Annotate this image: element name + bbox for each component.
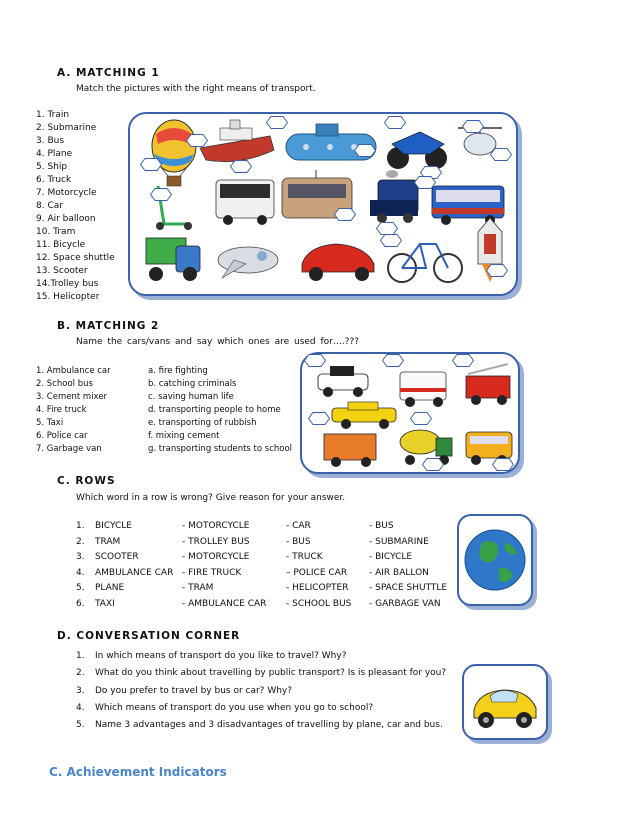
list-item: 13. Scooter [36,266,88,276]
list-item: 1. In which means of transport do you like to travel? Why? [76,651,347,661]
cartoon-car-icon [464,666,546,738]
list-item: 5. Name 3 advantages and 3 disadvantages of travelling by plane, car and bus. [76,720,443,731]
truck-icon [146,238,200,281]
achievement-indicators-heading: C. Achievement Indicators [49,765,227,779]
section-a-title: A. MATCHING 1 [57,67,160,79]
list-item: 2. Submarine [36,123,97,133]
list-item: 4. Fire truck [36,405,87,415]
hexagon-answer-box[interactable] [354,144,376,157]
motorcycle-icon [387,132,447,169]
air-balloon-icon [152,120,196,186]
list-item: 1. Train [36,110,70,120]
plane-icon [218,247,278,278]
car-icon [302,244,374,281]
table-row: 6. TAXI - AMBULANCE CAR - SCHOOL BUS - GARBAGE VAN [76,598,441,609]
list-item: 7. Motorcycle [36,188,97,198]
vehicle-list [36,365,111,456]
list-item: g. transporting students to school [148,444,293,454]
hexagon-answer-box[interactable] [304,354,326,367]
uses-list [148,365,292,456]
hexagon-answer-box[interactable] [334,208,356,221]
table-row: 1. BICYCLE - MOTORCYCLE - CAR - BUS [76,521,394,531]
list-item: 6. Truck [36,175,72,185]
hexagon-answer-box[interactable] [380,234,402,247]
globe-icon [459,516,531,604]
hexagon-answer-box[interactable] [140,158,162,171]
hexagon-answer-box[interactable] [462,120,484,133]
rows-table [76,521,447,615]
list-item: 5. Taxi [36,418,64,428]
transport-pictures-panel [128,112,518,296]
list-item: 4. Plane [36,149,73,159]
list-item: c. saving human life [148,392,234,402]
police-car-icon [318,366,368,397]
list-item: 8. Car [36,201,63,211]
hexagon-answer-box[interactable] [410,412,432,425]
list-item: 12. Space shuttle [36,253,115,263]
list-item: 11. Bicycle [36,240,86,250]
section-a-instruction: Match the pictures with the right means of transport. [76,84,316,94]
taxi-icon [332,402,396,429]
list-item: d. transporting people to home [148,405,281,415]
car-panel [462,664,548,740]
hexagon-answer-box[interactable] [414,176,436,189]
list-item: 1. Ambulance car [36,366,111,376]
list-item: 4. Which means of transport do you use when you go to school? [76,702,374,713]
hexagon-answer-box[interactable] [422,458,444,471]
section-b-title: B. MATCHING 2 [57,320,160,332]
hexagon-answer-box[interactable] [150,188,172,201]
list-item: f. mixing cement [148,431,220,441]
ambulance-icon [400,372,446,407]
hexagon-answer-box[interactable] [492,458,514,471]
list-item: 3. Cement mixer [36,392,108,402]
section-c-instruction: Which word in a row is wrong? Give reason for your answer. [76,493,346,503]
hexagon-answer-box[interactable] [384,116,406,129]
section-d-title: D. CONVERSATION CORNER [57,630,241,642]
bus-icon [216,180,274,225]
list-item: 15. Helicopter [36,292,100,302]
list-item: 3. Do you prefer to travel by bus or car? Why? [76,685,293,696]
table-row: 3. SCOOTER - MOTORCYCLE - TRUCK - BICYCLE [76,552,413,563]
hexagon-answer-box[interactable] [230,160,252,173]
hexagon-answer-box[interactable] [266,116,288,129]
trolley-bus-icon [432,186,504,225]
train-icon [370,170,418,223]
hexagon-answer-box[interactable] [452,354,474,367]
hexagon-answer-box[interactable] [490,148,512,161]
list-item: 7. Garbage van [36,444,102,454]
list-item: e. transporting of rubbish [148,418,257,428]
globe-panel [457,514,533,606]
bicycle-icon [388,244,462,282]
garbage-van-icon [324,434,376,467]
ship-icon [200,120,274,162]
fire-truck-icon [466,364,510,405]
hexagon-answer-box[interactable] [382,354,404,367]
questions-list [76,648,446,734]
vans-pictures-panel [300,352,520,474]
section-b-instruction: Name the cars/vans and say which ones are used for….??? [76,337,360,347]
transport-list [36,110,115,305]
section-c-title: C. ROWS [57,475,116,487]
list-item: 5. Ship [36,162,68,172]
list-item: 3. Bus [36,136,65,146]
table-row: 4. AMBULANCE CAR - FIRE TRUCK – POLICE CAR - AIR BALLON [76,567,429,578]
list-item: 2. School bus [36,379,93,389]
hexagon-answer-box[interactable] [486,264,508,277]
hexagon-answer-box[interactable] [186,134,208,147]
list-item: a. fire fighting [148,366,208,376]
list-item: b. catching criminals [148,379,237,389]
list-item: 14.Trolley bus [36,279,99,289]
hexagon-answer-box[interactable] [308,412,330,425]
table-row: 5. PLANE - TRAM - HELICOPTER - SPACE SHUTTLE [76,583,448,594]
list-item: 9. Air balloon [36,214,96,224]
list-item: 2. What do you think about travelling by public transport? Is is pleasant for you? [76,668,447,679]
list-item: 6. Police car [36,431,88,441]
table-row: 2. TRAM - TROLLEY BUS - BUS - SUBMARINE [76,536,429,547]
list-item: 10. Tram [36,227,76,237]
